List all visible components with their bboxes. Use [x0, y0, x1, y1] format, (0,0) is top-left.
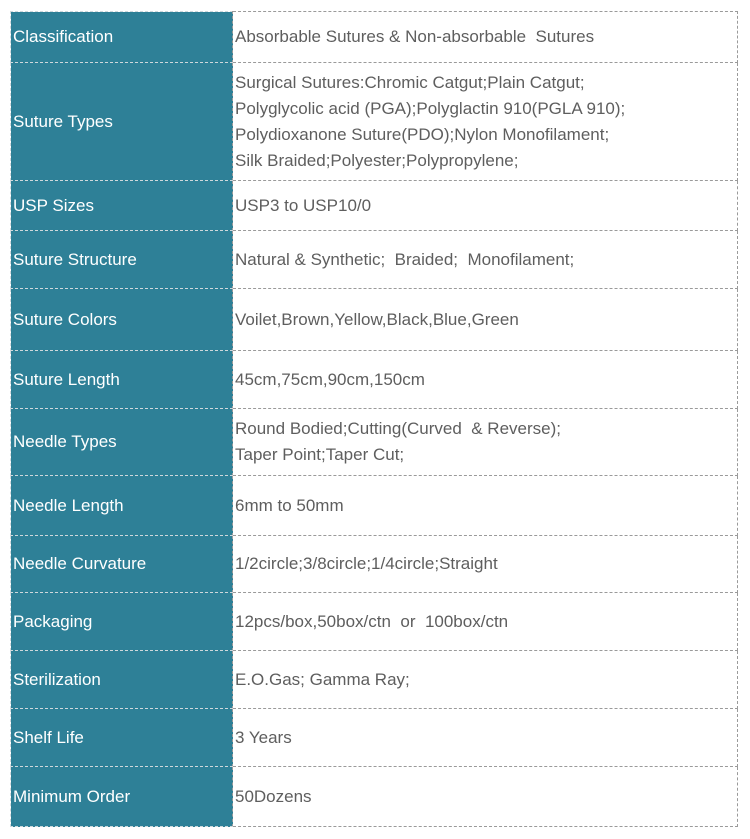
spec-value-line: Round Bodied;Cutting(Curved & Reverse);: [235, 419, 561, 438]
spec-value: [233, 351, 738, 409]
spec-label: Sterilization: [11, 651, 233, 709]
spec-label: Suture Types: [11, 63, 233, 181]
spec-label: Classification: [11, 12, 233, 63]
spec-value: [233, 409, 738, 476]
spec-label: Needle Length: [11, 476, 233, 536]
spec-value-line: 45cm,75cm,90cm,150cm: [235, 369, 425, 389]
spec-value: [233, 289, 738, 351]
spec-row-needle-curvature: [11, 536, 738, 593]
spec-value: [233, 63, 738, 181]
spec-value: [233, 536, 738, 593]
specification-table: [10, 11, 738, 827]
spec-value-line: 3 Years: [235, 727, 292, 747]
spec-row-needle-length: [11, 476, 738, 536]
spec-value: [233, 651, 738, 709]
spec-value-line: Polydioxanone Suture(PDO);Nylon Monofilament;: [235, 124, 610, 144]
spec-value-line: 1/2circle;3/8circle;1/4circle;Straight: [235, 554, 498, 573]
spec-value: [233, 12, 738, 63]
spec-value-line: Polyglycolic acid (PGA);Polyglactin 910(PGLA 910);: [235, 98, 626, 118]
spec-value-line: Voilet,Brown,Yellow,Black,Blue,Green: [235, 309, 519, 329]
spec-value-line: 12pcs/box,50box/ctn or 100box/ctn: [235, 611, 509, 631]
spec-row-packaging: [11, 593, 738, 651]
spec-row-suture-colors: [11, 289, 738, 351]
spec-value: [233, 767, 738, 827]
spec-row-suture-length: [11, 351, 738, 409]
spec-row-minimum-order: [11, 767, 738, 827]
spec-value: [233, 231, 738, 289]
spec-row-sterilization: [11, 651, 738, 709]
spec-value-line: E.O.Gas; Gamma Ray;: [235, 669, 410, 689]
spec-value-line: Absorbable Sutures & Non-absorbable Sutures: [235, 27, 595, 46]
spec-row-suture-types: [11, 63, 738, 181]
spec-value-line: Natural & Synthetic; Braided; Monofilament;: [235, 249, 575, 269]
spec-value: [233, 476, 738, 536]
spec-value: [233, 593, 738, 651]
spec-label: Shelf Life: [11, 709, 233, 767]
spec-label: Needle Curvature: [11, 536, 233, 593]
spec-label: Suture Structure: [11, 231, 233, 289]
spec-label: Suture Length: [11, 351, 233, 409]
spec-row-usp-sizes: [11, 181, 738, 231]
spec-label: Suture Colors: [11, 289, 233, 351]
spec-row-needle-types: [11, 409, 738, 476]
spec-label: USP Sizes: [11, 181, 233, 231]
specification-table-body: [11, 12, 738, 827]
spec-value-line: 6mm to 50mm: [235, 495, 344, 515]
spec-row-suture-structure: [11, 231, 738, 289]
spec-value-line: Silk Braided;Polyester;Polypropylene;: [235, 150, 519, 170]
spec-row-shelf-life: [11, 709, 738, 767]
spec-value-line: 50Dozens: [235, 786, 312, 806]
spec-label: Needle Types: [11, 409, 233, 476]
spec-label: Minimum Order: [11, 767, 233, 827]
spec-value: [233, 709, 738, 767]
spec-value: [233, 181, 738, 231]
spec-value-line: Taper Point;Taper Cut;: [235, 445, 405, 464]
spec-row-classification: [11, 12, 738, 63]
spec-label: Packaging: [11, 593, 233, 651]
spec-value-line: Surgical Sutures:Chromic Catgut;Plain Catgut;: [235, 72, 585, 92]
spec-value-line: USP3 to USP10/0: [235, 195, 372, 215]
